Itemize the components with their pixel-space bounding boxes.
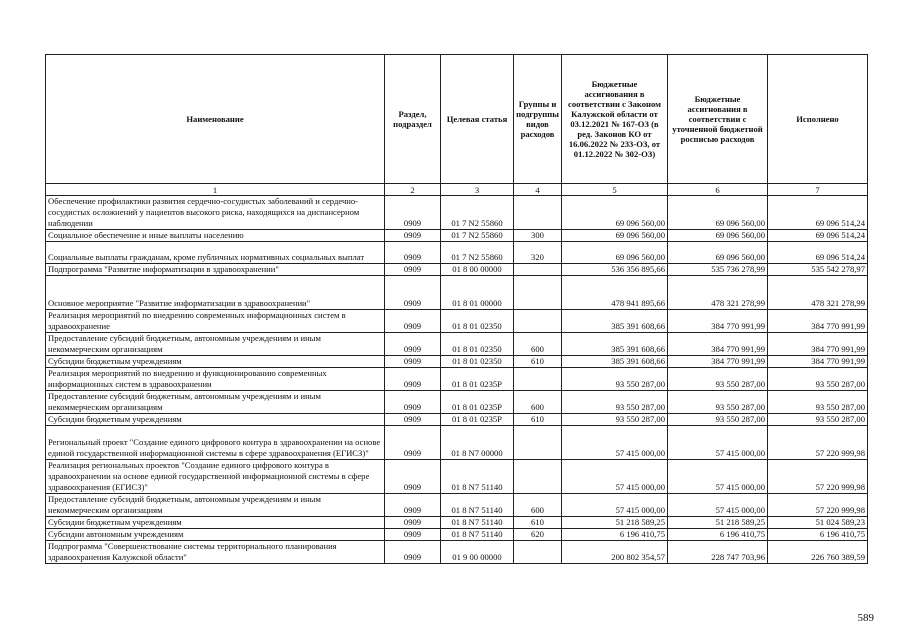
cell-budget-refined: 93 550 287,00 [668,414,768,426]
table-row [46,264,868,276]
cell-target: 01 8 N7 51140 [441,460,514,494]
cell-executed: 93 550 287,00 [768,391,868,414]
cell-budget-law: 385 391 608,66 [562,310,668,333]
cell-budget-law: 536 356 895,66 [562,264,668,276]
cell-budget-refined: 478 321 278,99 [668,276,768,310]
table-row [46,517,868,529]
cell-target: 01 9 00 00000 [441,541,514,564]
header-budget-refined: Бюджетные ассигнования в соответствии с уточненной бюджетной росписью расходов [668,55,768,184]
cell-executed: 384 770 991,99 [768,310,868,333]
cell-target: 01 7 N2 55860 [441,196,514,230]
cell-executed: 535 542 278,97 [768,264,868,276]
cell-group [514,264,562,276]
cell-budget-refined: 69 096 560,00 [668,242,768,264]
cell-section: 0909 [385,517,441,529]
cell-budget-law: 200 802 354,57 [562,541,668,564]
header-row [46,55,868,184]
cell-budget-refined: 57 415 000,00 [668,426,768,460]
table-row [46,460,868,494]
table-row [46,368,868,391]
cell-executed: 226 760 389,59 [768,541,868,564]
cell-executed: 69 096 514,24 [768,242,868,264]
cell-group [514,460,562,494]
cell-budget-refined: 51 218 589,25 [668,517,768,529]
cell-executed: 93 550 287,00 [768,368,868,391]
cell-target: 01 8 01 0235P [441,391,514,414]
header-executed: Исполнено [768,55,868,184]
cell-budget-law: 69 096 560,00 [562,196,668,230]
header-budget-law: Бюджетные ассигнования в соответствии с Законом Калужской области от 03.12.2021 № 167-ОЗ (в ред. Законов КО от 16.06.2022 № 233-ОЗ, от 01.12.2022 № 302-ОЗ) [562,55,668,184]
cell-budget-refined: 535 736 278,99 [668,264,768,276]
cell-group: 600 [514,333,562,356]
cell-budget-refined: 384 770 991,99 [668,356,768,368]
cell-group: 620 [514,529,562,541]
cell-group [514,276,562,310]
cell-budget-law: 57 415 000,00 [562,460,668,494]
cell-target: 01 8 01 00000 [441,276,514,310]
cell-target: 01 8 00 00000 [441,264,514,276]
cell-budget-law: 385 391 608,66 [562,356,668,368]
column-number: 6 [668,184,768,196]
header-target: Целевая статья [441,55,514,184]
column-number: 7 [768,184,868,196]
column-number: 2 [385,184,441,196]
cell-group [514,541,562,564]
cell-budget-law: 93 550 287,00 [562,391,668,414]
budget-table [45,54,868,564]
cell-name: Субсидии автономным учреждениям [46,529,385,541]
cell-executed: 57 220 999,98 [768,426,868,460]
table-row [46,276,868,310]
cell-executed: 384 770 991,99 [768,356,868,368]
table-row [46,242,868,264]
cell-budget-law: 6 196 410,75 [562,529,668,541]
table-row [46,230,868,242]
cell-budget-refined: 384 770 991,99 [668,310,768,333]
cell-name: Подпрограмма "Развитие информатизации в здравоохранении" [46,264,385,276]
cell-section: 0909 [385,414,441,426]
cell-name: Субсидии бюджетным учреждениям [46,356,385,368]
cell-group: 610 [514,517,562,529]
cell-section: 0909 [385,196,441,230]
cell-executed: 384 770 991,99 [768,333,868,356]
column-number: 3 [441,184,514,196]
cell-section: 0909 [385,333,441,356]
table-row [46,391,868,414]
cell-section: 0909 [385,426,441,460]
cell-target: 01 8 01 0235P [441,414,514,426]
cell-target: 01 8 01 02350 [441,310,514,333]
cell-budget-refined: 228 747 703,96 [668,541,768,564]
cell-target: 01 8 01 02350 [441,333,514,356]
cell-name: Основное мероприятие "Развитие информатизации в здравоохранении" [46,276,385,310]
cell-name: Обеспечение профилактики развития сердечно-сосудистых заболеваний и сердечно-сосудистых осложнений у пациентов высокого риска, находящихся на диспансерном наблюдении [46,196,385,230]
cell-section: 0909 [385,356,441,368]
cell-name: Подпрограмма "Совершенствование системы территориального планирования здравоохранения Калужской области" [46,541,385,564]
cell-name: Предоставление субсидий бюджетным, автономным учреждениям и иным некоммерческим организациям [46,494,385,517]
cell-executed: 6 196 410,75 [768,529,868,541]
table-row [46,356,868,368]
column-number: 1 [46,184,385,196]
cell-target: 01 7 N2 55860 [441,230,514,242]
cell-budget-law: 478 941 895,66 [562,276,668,310]
cell-name: Предоставление субсидий бюджетным, автономным учреждениям и иным некоммерческим организациям [46,391,385,414]
cell-budget-refined: 57 415 000,00 [668,494,768,517]
cell-section: 0909 [385,368,441,391]
cell-section: 0909 [385,529,441,541]
column-number: 5 [562,184,668,196]
cell-section: 0909 [385,276,441,310]
cell-executed: 51 024 589,23 [768,517,868,529]
cell-budget-refined: 384 770 991,99 [668,333,768,356]
table-row [46,529,868,541]
cell-executed: 57 220 999,98 [768,460,868,494]
header-groups: Группы и подгруппы видов расходов [514,55,562,184]
cell-name: Субсидии бюджетным учреждениям [46,517,385,529]
cell-section: 0909 [385,242,441,264]
cell-section: 0909 [385,230,441,242]
cell-name: Реализация региональных проектов "Создание единого цифрового контура в здравоохранении на основе единой государственной информационной системы в сфере здравоохранения (ЕГИСЗ)" [46,460,385,494]
cell-budget-law: 69 096 560,00 [562,230,668,242]
cell-executed: 478 321 278,99 [768,276,868,310]
cell-name: Реализация мероприятий по внедрению современных информационных систем в здравоохранение [46,310,385,333]
cell-group: 600 [514,391,562,414]
cell-budget-law: 57 415 000,00 [562,494,668,517]
table-row [46,414,868,426]
header-name: Наименование [46,55,385,184]
cell-group [514,196,562,230]
cell-section: 0909 [385,264,441,276]
cell-target: 01 8 N7 51140 [441,529,514,541]
cell-executed: 69 096 514,24 [768,196,868,230]
cell-executed: 57 220 999,98 [768,494,868,517]
cell-section: 0909 [385,541,441,564]
cell-name: Предоставление субсидий бюджетным, автономным учреждениям и иным некоммерческим организациям [46,333,385,356]
cell-section: 0909 [385,494,441,517]
cell-budget-law: 69 096 560,00 [562,242,668,264]
table-row [46,310,868,333]
cell-budget-refined: 69 096 560,00 [668,230,768,242]
column-number: 4 [514,184,562,196]
table-row [46,333,868,356]
page-number: 589 [857,612,874,624]
cell-target: 01 8 N7 00000 [441,426,514,460]
cell-target: 01 7 N2 55860 [441,242,514,264]
cell-group: 600 [514,494,562,517]
cell-group: 300 [514,230,562,242]
cell-group [514,310,562,333]
cell-group [514,368,562,391]
cell-name: Реализация мероприятий по внедрению и функционированию современных информационных систем в здравоохранении [46,368,385,391]
table-row [46,494,868,517]
cell-target: 01 8 01 0235P [441,368,514,391]
cell-budget-law: 385 391 608,66 [562,333,668,356]
cell-name: Социальные выплаты гражданам, кроме публичных нормативных социальных выплат [46,242,385,264]
cell-target: 01 8 01 02350 [441,356,514,368]
cell-section: 0909 [385,310,441,333]
cell-budget-refined: 57 415 000,00 [668,460,768,494]
cell-budget-refined: 93 550 287,00 [668,391,768,414]
header-section: Раздел, подраздел [385,55,441,184]
table-row [46,426,868,460]
cell-budget-refined: 6 196 410,75 [668,529,768,541]
column-number-row [46,184,868,196]
cell-name: Социальное обеспечение и иные выплаты населению [46,230,385,242]
cell-budget-law: 93 550 287,00 [562,368,668,391]
cell-budget-law: 57 415 000,00 [562,426,668,460]
cell-budget-refined: 69 096 560,00 [668,196,768,230]
cell-section: 0909 [385,460,441,494]
cell-target: 01 8 N7 51140 [441,494,514,517]
cell-group: 610 [514,356,562,368]
cell-executed: 93 550 287,00 [768,414,868,426]
cell-section: 0909 [385,391,441,414]
table-row [46,196,868,230]
cell-name: Субсидии бюджетным учреждениям [46,414,385,426]
table-row [46,541,868,564]
cell-budget-refined: 93 550 287,00 [668,368,768,391]
cell-group: 610 [514,414,562,426]
cell-executed: 69 096 514,24 [768,230,868,242]
cell-name: Региональный проект "Создание единого цифрового контура в здравоохранении на основе единой государственной информационной системы в сфере здравоохранения (ЕГИСЗ)" [46,426,385,460]
cell-budget-law: 51 218 589,25 [562,517,668,529]
cell-budget-law: 93 550 287,00 [562,414,668,426]
cell-target: 01 8 N7 51140 [441,517,514,529]
cell-group [514,426,562,460]
cell-group: 320 [514,242,562,264]
